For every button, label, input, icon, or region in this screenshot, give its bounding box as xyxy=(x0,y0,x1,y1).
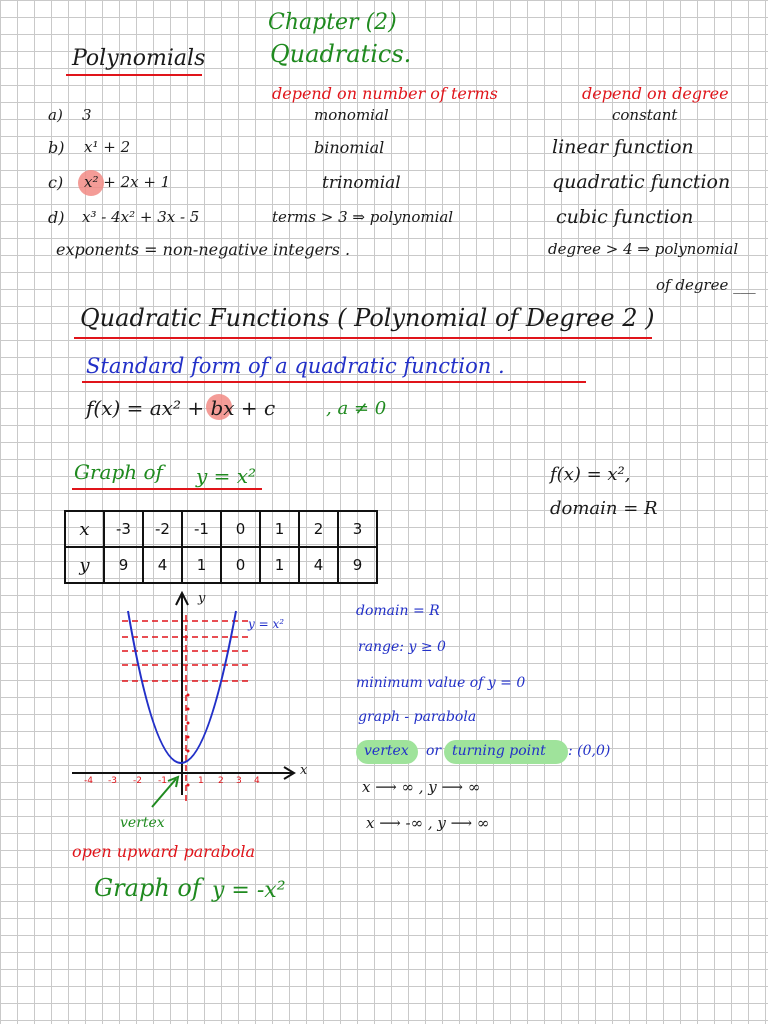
y-cell: 1 xyxy=(182,547,221,583)
formula-condition: , a ≠ 0 xyxy=(326,398,387,419)
topic-underline xyxy=(66,74,202,76)
terms-heading: depend on number of terms xyxy=(272,84,498,103)
standard-formula: f(x) = ax² + bx + c xyxy=(86,396,276,420)
x-cell: -1 xyxy=(182,511,221,547)
x-header-cell: x xyxy=(65,511,104,547)
prop-range: range: y ≥ 0 xyxy=(358,639,446,655)
axis-mark xyxy=(187,750,190,753)
graph2-heading: Graph of xyxy=(94,874,201,902)
prop-vertex-coords: : (0,0) xyxy=(568,743,611,759)
row-c-expr: x² + 2x + 1 xyxy=(84,173,171,191)
chapter-title: Chapter (2) xyxy=(268,10,397,35)
row-a-degree: constant xyxy=(612,106,678,124)
x-cell: 1 xyxy=(260,511,299,547)
x-tick-label: -3 xyxy=(108,776,117,786)
y-axis-label: y xyxy=(198,591,206,606)
x-tick-label: -4 xyxy=(84,776,93,786)
x-axis-label: x xyxy=(300,763,308,778)
section-title: Quadratic Functions ( Polynomial of Degree 2 ) xyxy=(80,304,655,332)
degree-note-1: degree > 4 ⇒ polynomial xyxy=(548,240,739,258)
row-d-expr: x³ - 4x² + 3x - 5 xyxy=(82,208,200,226)
x-tick-label: 4 xyxy=(254,776,260,786)
row-a-terms: monomial xyxy=(314,106,389,124)
row-b-degree: linear function xyxy=(552,136,694,158)
y-cell: 1 xyxy=(260,547,299,583)
x-cell: -3 xyxy=(104,511,143,547)
curve-label: y = x² xyxy=(248,617,285,631)
section-title-underline xyxy=(74,337,652,339)
row-c-terms: trinomial xyxy=(322,173,401,193)
exponent-note: exponents = non-negative integers . xyxy=(56,240,351,259)
axis-mark xyxy=(187,708,190,711)
x-tick-label: 1 xyxy=(198,776,204,786)
subject-title: Quadratics. xyxy=(270,40,412,68)
axis-mark xyxy=(187,784,190,787)
x-cell: -2 xyxy=(143,511,182,547)
row-a-expr: 3 xyxy=(82,106,92,124)
vertex-label: vertex xyxy=(120,815,165,831)
axis-mark xyxy=(187,694,190,697)
x-tick-label: -1 xyxy=(158,776,167,786)
prop-vertex-word: vertex xyxy=(364,743,409,759)
parabola-note: open upward parabola xyxy=(72,842,255,861)
row-c-degree: quadratic function xyxy=(552,171,731,193)
y-row xyxy=(65,547,377,583)
prop-or-word: or xyxy=(426,743,442,759)
x-row xyxy=(65,511,377,547)
prop-domain: domain = R xyxy=(356,603,440,619)
x-cell: 3 xyxy=(338,511,377,547)
row-d-label: d) xyxy=(48,208,65,227)
x-tick-label: -2 xyxy=(133,776,142,786)
axis-mark xyxy=(187,736,190,739)
limit-negative: x ⟶ -∞ , y ⟶ ∞ xyxy=(366,814,490,832)
row-b-terms: binomial xyxy=(314,138,385,157)
standard-form-underline xyxy=(82,381,586,383)
row-b-label: b) xyxy=(48,138,65,157)
axis-mark xyxy=(187,722,190,725)
y-cell: 9 xyxy=(338,547,377,583)
prop-graph: graph - parabola xyxy=(358,709,477,725)
y-cell: 0 xyxy=(221,547,260,583)
prop-minimum: minimum value of y = 0 xyxy=(356,675,526,691)
y-cell: 9 xyxy=(104,547,143,583)
x-cell: 2 xyxy=(299,511,338,547)
degree-note-2: of degree ___ xyxy=(656,276,756,294)
x-tick-label: 2 xyxy=(218,776,224,786)
graph2-equation: y = -x² xyxy=(212,878,286,903)
graph1-equation: y = x² xyxy=(196,464,257,488)
graph1-heading: Graph of xyxy=(74,460,163,484)
fx-definition: f(x) = x², xyxy=(550,464,631,485)
standard-form-heading: Standard form of a quadratic function . xyxy=(86,354,505,378)
row-d-degree: cubic function xyxy=(556,206,694,228)
row-b-expr: x¹ + 2 xyxy=(84,138,131,156)
topic-title: Polynomials xyxy=(72,46,206,71)
row-d-terms: terms > 3 ⇒ polynomial xyxy=(272,208,454,226)
fx-domain: domain = R xyxy=(550,498,658,519)
graph1-heading-underline xyxy=(72,488,262,490)
prop-turning-word: turning point xyxy=(452,743,546,759)
y-header-cell: y xyxy=(65,547,104,583)
limit-positive: x ⟶ ∞ , y ⟶ ∞ xyxy=(362,778,481,796)
values-table xyxy=(64,510,378,584)
x-cell: 0 xyxy=(221,511,260,547)
row-c-label: c) xyxy=(48,173,64,192)
row-a-label: a) xyxy=(48,106,63,124)
y-cell: 4 xyxy=(299,547,338,583)
y-cell: 4 xyxy=(143,547,182,583)
x-tick-label: 3 xyxy=(236,776,242,786)
degree-heading: depend on degree xyxy=(582,84,729,103)
